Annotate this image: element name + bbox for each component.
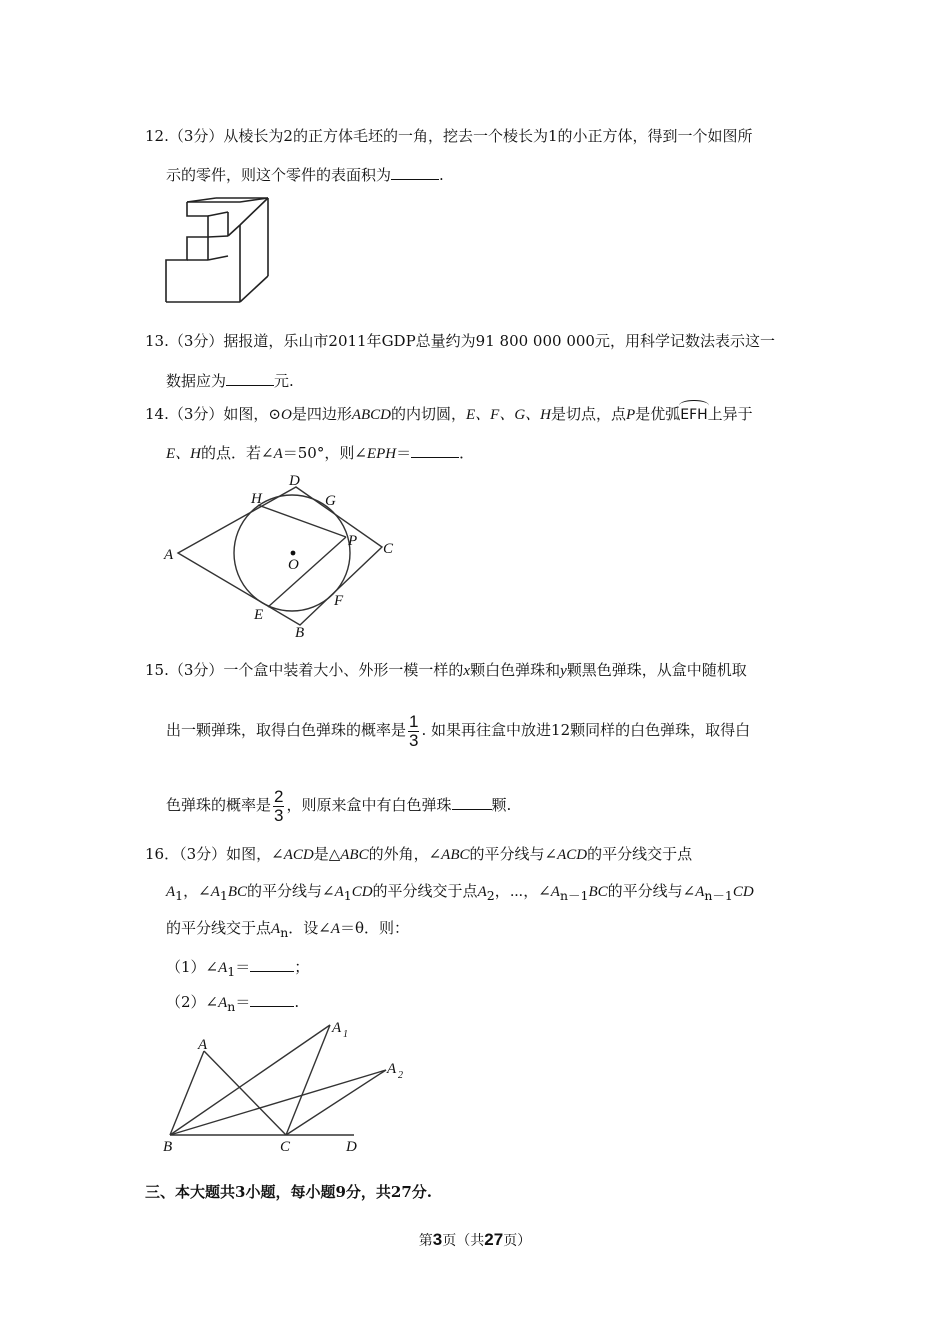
- q16-a: A: [695, 884, 705, 900]
- label-a: A: [198, 1037, 208, 1053]
- label-f: F: [334, 593, 344, 609]
- footer-text: 页（共: [442, 1233, 485, 1249]
- q14-text: 是优弧: [635, 405, 681, 423]
- q15-text: 15.（3分）一个盒中装着大小、外形一模一样的: [145, 661, 464, 679]
- footer-text: 页）: [503, 1233, 532, 1249]
- label-a2-sub: 2: [398, 1070, 403, 1081]
- q15-text: . 如果再往盒中放进12颗同样的白色弹珠，取得白: [421, 721, 751, 739]
- q16-sub: n: [280, 925, 289, 940]
- cube-part-figure: [160, 192, 275, 307]
- q14-text: ＝50°，则∠: [282, 444, 367, 462]
- q14-p: P: [626, 407, 636, 423]
- q16-acd: ACD: [557, 847, 588, 863]
- q15-line1: [145, 660, 747, 681]
- q16-cd: CD: [732, 884, 754, 900]
- q15-y: y: [560, 663, 567, 679]
- q15-line2: [166, 710, 750, 750]
- q14-text: 上异于: [707, 405, 753, 423]
- q16-cd: CD: [351, 884, 373, 900]
- label-e: E: [254, 607, 264, 623]
- q16-text: 的平分线与∠: [469, 845, 558, 863]
- q16-bc: BC: [227, 884, 247, 900]
- answer-blank: [391, 163, 439, 180]
- q16-end: .: [294, 993, 300, 1011]
- q14-eph: EPH: [366, 446, 397, 462]
- q16-a: A: [271, 921, 281, 937]
- arc-efh: EFH: [680, 407, 708, 423]
- q16-text: ，⋯，∠: [494, 882, 551, 900]
- q16-sub: n－1: [559, 888, 589, 903]
- incircle-figure: [160, 465, 405, 645]
- q14-text: ＝: [396, 444, 412, 462]
- q14-abcd: ABCD: [351, 407, 391, 423]
- label-p: P: [348, 533, 358, 549]
- q12-line1: 12.（3分）从棱长为2的正方体毛坯的一角，挖去一个棱长为1的小正方体，得到一个如图所: [145, 127, 753, 145]
- label-h: H: [251, 491, 262, 507]
- q16-text: 是△: [313, 845, 341, 863]
- q16-sub2: [166, 990, 299, 1017]
- q16-text: ＝: [235, 993, 251, 1011]
- q16-text: 的平分线交于点: [372, 882, 478, 900]
- q16-sub: 1: [343, 888, 352, 903]
- label-a1-sub: 1: [343, 1029, 348, 1040]
- q14-line2: [166, 441, 474, 464]
- q13-line1: 13.（3分）据报道，乐山市2011年GDP总量约为91 800 000 000元，用科学记数法表示这一: [145, 332, 775, 350]
- center-dot: [291, 551, 296, 556]
- q16-text: 的外角，∠: [368, 845, 442, 863]
- q16-text: ，∠: [183, 882, 211, 900]
- q14-text: 是四边形: [291, 405, 352, 423]
- answer-blank: [226, 369, 274, 386]
- q16-a: A: [210, 884, 220, 900]
- q16-a: A: [330, 921, 340, 937]
- label-c: C: [383, 541, 394, 557]
- q16-a: A: [218, 960, 228, 976]
- page-number: 3: [432, 1230, 443, 1249]
- section-heading: 三、本大题共3小题，每小题9分，共27分.: [145, 1183, 432, 1201]
- label-g: G: [325, 493, 336, 509]
- page-footer: [0, 1230, 950, 1250]
- q16-a: A: [334, 884, 344, 900]
- q14-text: 是切点，点: [551, 405, 627, 423]
- q14-text: 的点．若∠: [201, 444, 274, 462]
- label-d: D: [289, 473, 300, 489]
- q16-abc: ABC: [441, 847, 470, 863]
- label-a: A: [164, 547, 174, 563]
- q16-text: （2）∠: [166, 993, 219, 1011]
- q16-a: A: [218, 995, 228, 1011]
- q16-acd: ACD: [283, 847, 314, 863]
- q14-line1: [145, 404, 753, 425]
- q12-line2: [166, 163, 444, 185]
- answer-blank: [250, 990, 294, 1007]
- q16-sub: n: [227, 999, 236, 1014]
- q16-text: ＝θ．则：: [340, 919, 410, 937]
- label-c: C: [280, 1139, 291, 1155]
- q16-text: 16．（3分）如图，∠: [145, 845, 284, 863]
- q16-text: 的平分线与∠: [607, 882, 696, 900]
- answer-blank: [452, 793, 492, 810]
- frac-num: 1: [409, 711, 419, 731]
- label-a2: A: [387, 1061, 397, 1077]
- label-b: B: [295, 625, 305, 641]
- q16-sub: 1: [175, 888, 184, 903]
- q16-sub1: [166, 955, 309, 982]
- q16-sub: 1: [219, 888, 228, 903]
- q15-end: 颗.: [491, 796, 512, 814]
- footer-text: 第: [418, 1233, 433, 1249]
- frac-num: 2: [274, 786, 284, 806]
- q15-line3: [166, 785, 511, 825]
- q14-angle-a: A: [273, 446, 283, 462]
- q16-sub: 1: [227, 964, 236, 979]
- q13-end: 元.: [274, 372, 294, 390]
- q16-line1: [145, 844, 692, 865]
- q15-text: 颗白色弹珠和: [470, 661, 561, 679]
- q16-a: A: [550, 884, 560, 900]
- q16-text: ＝: [235, 958, 251, 976]
- q16-text: 的平分线交于点: [587, 845, 693, 863]
- q14-end: ．: [459, 444, 475, 462]
- q16-text: （1）∠: [166, 958, 219, 976]
- q14-o: O: [280, 407, 292, 423]
- label-o: O: [288, 557, 299, 573]
- q16-line3: [166, 918, 409, 943]
- q14-points: E、F、G、H: [466, 407, 552, 423]
- q13-line2: [166, 369, 294, 391]
- q16-text: 的平分线与∠: [247, 882, 335, 900]
- q15-text: 色弹珠的概率是: [166, 796, 272, 814]
- q16-text: ．设∠: [288, 919, 331, 937]
- frac-den: 3: [409, 730, 419, 750]
- q15-text: ，则原来盒中有白色弹珠: [286, 796, 452, 814]
- q16-sub: n－1: [704, 888, 733, 903]
- frac-den: 3: [274, 805, 284, 825]
- angle-bisector-figure: [158, 1015, 408, 1160]
- q16-text: 的平分线交于点: [166, 919, 272, 937]
- label-b: B: [163, 1139, 173, 1155]
- q12-end: .: [439, 166, 444, 184]
- answer-blank: [411, 441, 459, 458]
- q16-line2: [166, 881, 754, 906]
- q16-sub: 2: [486, 888, 495, 903]
- q12-line2-text: 示的零件，则这个零件的表面积为: [166, 166, 392, 184]
- q16-a: A: [166, 884, 176, 900]
- label-d: D: [346, 1139, 357, 1155]
- q16-a: A: [477, 884, 487, 900]
- q14-text: 的内切圆，: [391, 405, 467, 423]
- answer-blank: [250, 955, 294, 972]
- q16-bc: BC: [588, 884, 608, 900]
- q14-text: 14.（3分）如图，⊙: [145, 405, 281, 423]
- q15-text: 颗黑色弹珠，从盒中随机取: [566, 661, 747, 679]
- q14-eh: E、H: [166, 446, 201, 462]
- q15-text: 出一颗弹珠，取得白色弹珠的概率是: [166, 721, 407, 739]
- q15-x: x: [463, 663, 471, 679]
- total-pages: 27: [484, 1230, 504, 1249]
- fraction-two-thirds: [273, 788, 284, 825]
- q16-abc: ABC: [340, 847, 369, 863]
- label-a1: A: [332, 1020, 342, 1036]
- q13-line2-text: 数据应为: [166, 372, 227, 390]
- q16-end: ；: [294, 958, 310, 976]
- fraction-one-third: [408, 713, 419, 750]
